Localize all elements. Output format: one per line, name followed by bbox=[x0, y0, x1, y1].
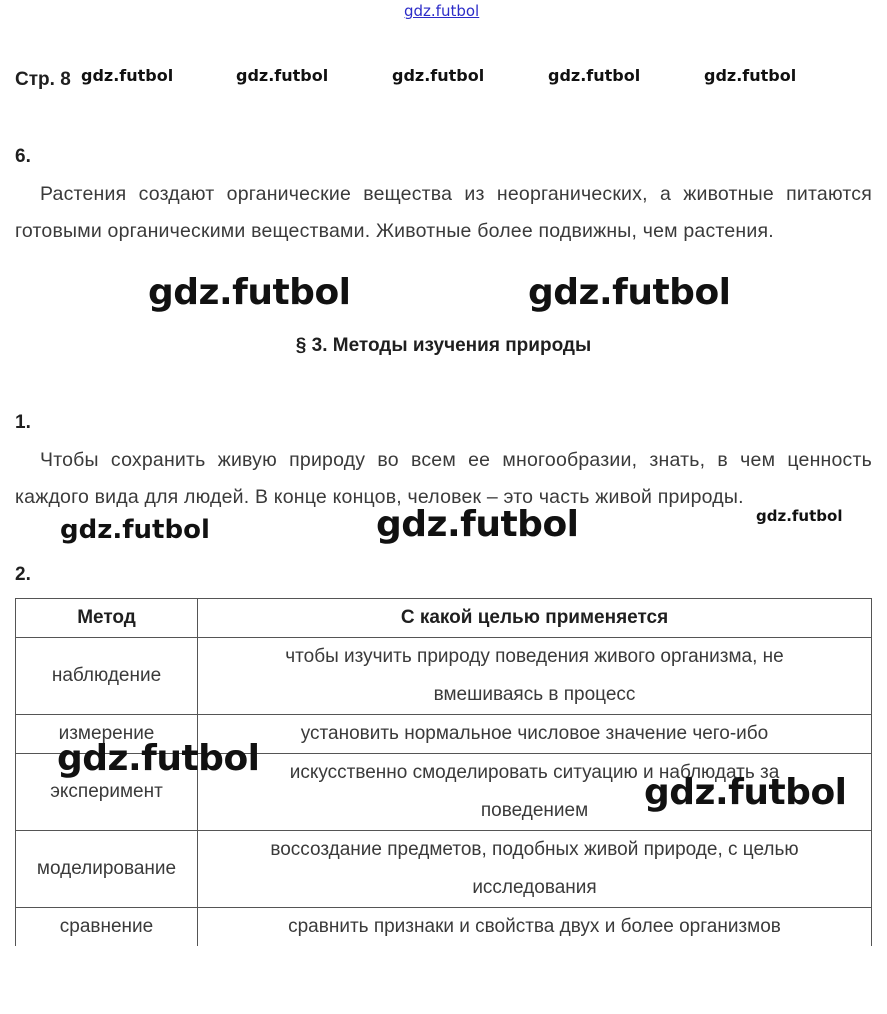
task-6-text: Растения создают органические вещества из неорганических, а животные питаются готовыми органическими веществами. Животные более подвижны, чем растения. bbox=[15, 183, 872, 242]
watermark: gdz.futbol bbox=[756, 507, 843, 525]
watermark: gdz.futbol bbox=[528, 272, 731, 313]
top-site-link[interactable]: gdz.futbol bbox=[404, 2, 480, 20]
table-cell-purpose: сравнить признаки и свойства двух и более организмов bbox=[198, 908, 872, 947]
methods-table bbox=[15, 598, 872, 946]
task-6-number: 6. bbox=[15, 146, 31, 167]
watermark: gdz.futbol bbox=[57, 738, 260, 779]
watermark: gdz.futbol bbox=[376, 504, 579, 545]
table-cell-purpose: воссоздание предметов, подобных живой природе, с целью исследования bbox=[198, 831, 872, 908]
watermark: gdz.futbol bbox=[148, 272, 351, 313]
table-cell-method: сравнение bbox=[16, 908, 198, 947]
task-1-text: Чтобы сохранить живую природу во всем ее многообразии, знать, в чем ценность каждого вида для людей. В конце концов, человек – это часть живой природы. bbox=[15, 449, 872, 508]
table-cell-method: измерение bbox=[16, 715, 198, 754]
table-cell-purpose: установить нормальное числовое значение чего-ибо bbox=[198, 715, 872, 754]
table-cell-method: наблюдение bbox=[16, 638, 198, 715]
watermark: gdz.futbol bbox=[548, 66, 641, 85]
page-label: Стр. 8 bbox=[15, 69, 71, 90]
table-header-method: Метод bbox=[16, 599, 198, 638]
table-header-row bbox=[16, 599, 872, 638]
watermark: gdz.futbol bbox=[81, 66, 174, 85]
table-cell-method: моделирование bbox=[16, 831, 198, 908]
watermark: gdz.futbol bbox=[392, 66, 485, 85]
table-row bbox=[16, 908, 872, 947]
table-row bbox=[16, 754, 872, 831]
table-cell-purpose: чтобы изучить природу поведения живого организма, не вмешиваясь в процесс bbox=[198, 638, 872, 715]
table-row bbox=[16, 715, 872, 754]
watermark: gdz.futbol bbox=[60, 515, 210, 545]
table-header-purpose: С какой целью применяется bbox=[198, 599, 872, 638]
table-cell-method: эксперимент bbox=[16, 754, 198, 831]
watermark: gdz.futbol bbox=[704, 66, 797, 85]
task-2-number: 2. bbox=[15, 564, 31, 585]
table-cell-purpose: искусственно смоделировать ситуацию и наблюдать за поведением bbox=[198, 754, 872, 831]
section-title: § 3. Методы изучения природы bbox=[295, 335, 592, 356]
task-1-number: 1. bbox=[15, 412, 31, 433]
watermark: gdz.futbol bbox=[236, 66, 329, 85]
watermark: gdz.futbol bbox=[644, 772, 847, 813]
table-row bbox=[16, 638, 872, 715]
table-row bbox=[16, 831, 872, 908]
